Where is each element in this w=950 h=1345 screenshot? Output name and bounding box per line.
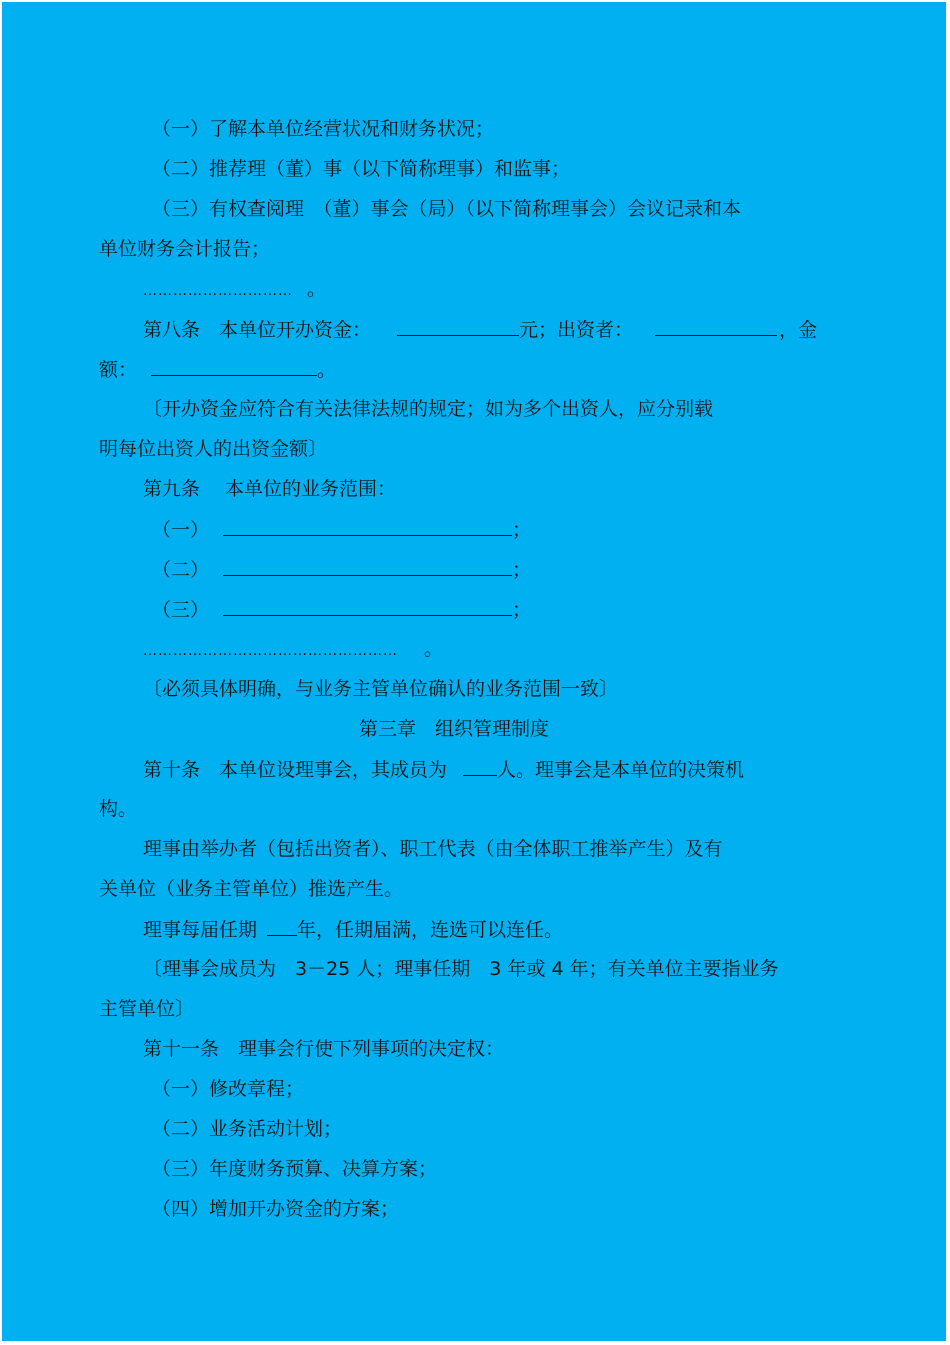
period: 。	[307, 278, 327, 300]
scope-item-2: （二） ；	[152, 559, 532, 581]
list-item: （四）增加开办资金的方案；	[152, 1198, 400, 1220]
article-8-amount-label: ，金	[779, 319, 818, 341]
ellipsis-dots: ……………………………………………	[143, 643, 398, 659]
list-item: （一）修改章程；	[152, 1078, 305, 1100]
article-11-title: 第十一条 理事会行使下列事项的决定权：	[143, 1038, 505, 1060]
text-line: （二）推荐理（董）事（以下简称理事）和监事；	[152, 158, 571, 180]
note-line: 〔理事会成员为 3－25 人；理事任期 3 年或 4 年；有关单位主要指业务	[143, 958, 779, 980]
text-line: （三）有权查阅理 （董）事会（局）（以下简称理事会）会议记录和本	[152, 198, 742, 220]
article-10-line: 第十条 本单位设理事会，其成员为 人。理事会是本单位的决策机	[143, 759, 745, 781]
amount-blank	[151, 357, 317, 376]
document-page	[2, 2, 946, 1341]
article-8-line	[143, 317, 817, 342]
scope-item-3: （三） ；	[152, 599, 532, 621]
article-8-label: 第八条 本单位开办资金：	[143, 319, 372, 341]
text-line	[99, 357, 336, 382]
article-8-yuan: 元；出资者：	[519, 319, 634, 341]
scope-item-1: （一） ；	[152, 519, 532, 541]
text-line	[143, 637, 443, 663]
chapter-title: 第三章 组织管理制度	[359, 718, 550, 740]
term-line: 理事每届任期 年，任期届满，连选可以连任。	[143, 919, 564, 941]
text-line	[143, 277, 326, 303]
note-line: 〔开办资金应符合有关法律法规的规定；如为多个出资人，应分别载	[143, 398, 714, 420]
scope-blank	[223, 557, 512, 576]
text-line: 关单位（业务主管单位）推选产生。	[99, 878, 404, 900]
note-line: 主管单位〕	[99, 998, 195, 1020]
capital-amount-blank	[397, 317, 519, 336]
term-years-blank	[267, 917, 297, 936]
text-line: 理事由举办者（包括出资者）、职工代表（由全体职工推举产生）及有	[143, 838, 723, 860]
scope-blank	[223, 517, 512, 536]
period: 。	[317, 359, 337, 381]
list-item: （三）年度财务预算、决算方案；	[152, 1158, 438, 1180]
text-line: 构。	[99, 798, 138, 820]
note-line: 〔必须具体明确，与业务主管单位确认的业务范围一致〕	[143, 678, 619, 700]
text-line: （一）了解本单位经营状况和财务状况；	[152, 118, 495, 140]
period: 。	[424, 638, 444, 660]
investor-blank	[655, 317, 777, 336]
text-line: 单位财务会计报告；	[99, 238, 271, 260]
member-count-blank	[463, 757, 497, 776]
list-item: （二）业务活动计划；	[152, 1118, 343, 1140]
ellipsis-dots: …………………………	[143, 283, 293, 299]
article-9-title: 第九条 本单位的业务范围：	[143, 478, 397, 500]
scope-blank	[223, 597, 512, 616]
note-line: 明每位出资人的出资金额〕	[99, 438, 328, 460]
amount-label: 额：	[99, 359, 138, 381]
